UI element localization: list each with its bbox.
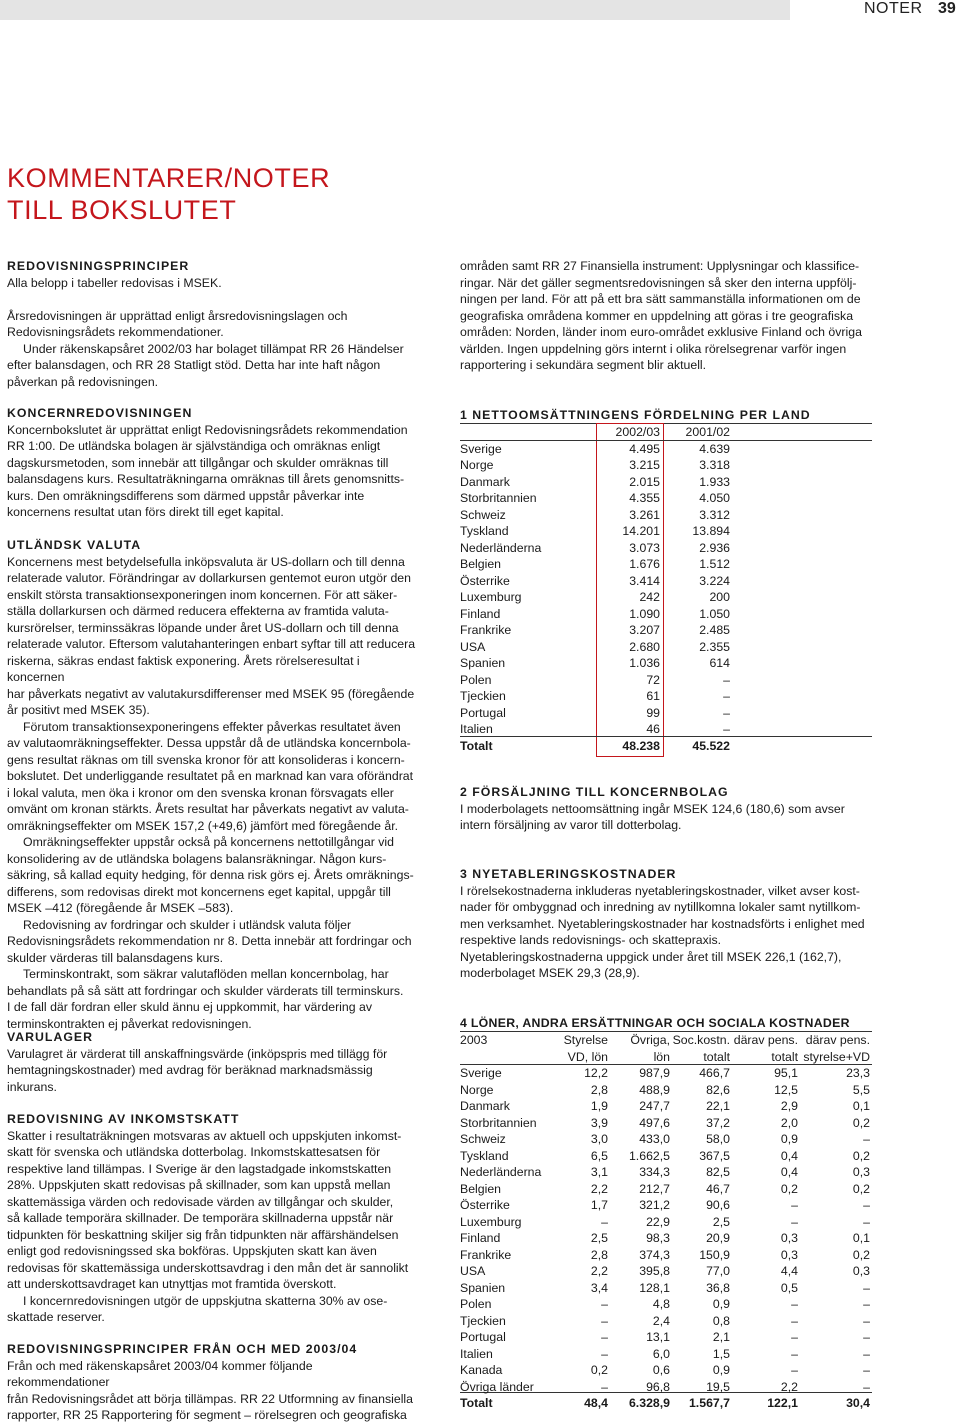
table-cell: 22,9 [646, 1214, 670, 1229]
table-cell: 20,9 [706, 1231, 730, 1245]
table-cell: 0,3 [852, 1165, 870, 1179]
table-cell: 0,6 [652, 1363, 670, 1377]
table-row [460, 1082, 870, 1099]
table-cell: USA [460, 639, 486, 654]
table-row [460, 1098, 870, 1115]
table-cell: Schweiz [460, 1132, 506, 1146]
table-cell: 4,8 [652, 1297, 670, 1311]
table-cell: – [863, 1330, 870, 1344]
table-cell: VD, lön [567, 1049, 608, 1064]
note-heading: 4 LÖNER, ANDRA ERSÄTTNINGAR OCH SOCIALA KOSTNADER [460, 1016, 850, 1030]
table-cell: 128,1 [639, 1280, 670, 1295]
table-cell: 466,7 [699, 1066, 730, 1080]
table-cell: 3.207 [629, 623, 660, 637]
table-cell: totalt [771, 1049, 798, 1064]
table-cell: Övriga länder [460, 1379, 534, 1394]
table-cell: 46,7 [706, 1181, 730, 1196]
table-row [460, 606, 872, 623]
table-cell: Finland [460, 1231, 501, 1245]
table-cell: 987,9 [639, 1066, 670, 1080]
table-cell: 46 [646, 722, 660, 736]
note-heading: 1 NETTOOMSÄTTNINGENS FÖRDELNING PER LAND [460, 408, 811, 422]
table-cell: 0,1 [852, 1099, 870, 1113]
table-cell: 2.015 [629, 474, 660, 489]
paragraph: Varulagret är värderat till anskaffningsvärde (inköpspris med tillägg för hemtagningskostnader) med avdrag för beräknad marknadsmässig inkurans. [7, 1046, 388, 1094]
table-cell: 4.639 [699, 441, 730, 456]
table-cell: 0,2 [852, 1148, 870, 1163]
table-cell: Storbritannien [460, 1115, 537, 1130]
table-cell: Spanien [460, 656, 506, 670]
paragraph: Omräkningseffekter uppstår också på koncernens nettotillgångar vid konsolidering av de utländska bolagens balansräkningar. Någon kurs- säkring, så kallad equity hedging, för denna risk görs ej. Årets omräknings- differens, som redovisas direkt mot koncernens eget kapital, uppgår till MSEK –412 (föregående år MSEK –583). [7, 835, 414, 915]
table-cell: 12,5 [774, 1082, 798, 1097]
table-cell: 0,8 [712, 1313, 730, 1328]
table-total-row [460, 738, 872, 755]
table-row [460, 639, 872, 656]
paragraph: Koncernbokslutet är upprättat enligt Redovisningsrådets rekommendation RR 1:00. De utländska bolagen är självständiga och omräknas enligt dagskursmetoden, som innebär att tillgångar och skulder omräknas till balansdagens kurs. Resultaträkningarna omräknas till årets genomsnitts- kurs. Den omräkningsdifferens som därmed uppstår påverkar inte koncernens resultat utan förs direkt till eget kapital. [7, 422, 408, 519]
table-cell: Storbritannien [460, 491, 537, 505]
table-cell: 0,2 [852, 1181, 870, 1196]
table-cell: – [601, 1379, 608, 1394]
table-cell: 36,8 [706, 1280, 730, 1295]
table-cell: 3,1 [590, 1165, 608, 1179]
table-cell: 30,4 [846, 1396, 870, 1410]
table-cell: 14.201 [622, 524, 660, 538]
table-cell: 3,4 [590, 1280, 608, 1295]
table-cell: Sverige [460, 1066, 502, 1080]
section-heading: REDOVISNING AV INKOMSTSKATT [7, 1112, 240, 1126]
table-cell: 1.676 [629, 557, 660, 571]
table-cell: 247,7 [639, 1099, 670, 1113]
table-cell: 22,1 [706, 1099, 730, 1113]
table-cell: – [791, 1346, 798, 1361]
paragraph: I rörelsekostnaderna inkluderas nyetableringskostnader, vilket avser kost- nader för ombyggnad och inredning av nytillkomna lokaler samt nytillkom- men verksamhet. Nyetableringskostnader har kostnadsförts i enlighet med respektive lands redovisnings- och skattepraxis. [460, 883, 865, 947]
table-cell: Italien [460, 1346, 493, 1361]
table-cell: 212,7 [639, 1181, 670, 1196]
table-cell: Sverige [460, 441, 502, 456]
table-row [460, 1296, 870, 1313]
table-row [460, 1379, 870, 1396]
paragraph: Förutom transaktionsexponeringens effekter påverkas resultatet även av valutaomräkningseffekter. Dessa uppstår då de utländska koncernbola- gens resultat räknas om till svenska kronor för att konsolideras i koncern- bokslutet. Det underliggande resultatet på en marknad kan vara oförändrat i lokal valuta, men öka i kronor om den svenska kronan försvagats eller omvänt om kronan stärkts. Årets resultat har påverkats negativt av valuta- omräkningseffekter om MSEK 157,2 (+49,6) jämfört med föregående år. [7, 719, 414, 833]
section-heading: REDOVISNINGSPRINCIPER FRÅN OCH MED 2003/04 [7, 1342, 358, 1356]
table-cell: Frankrike [460, 1247, 512, 1262]
table-cell: 48.238 [622, 738, 660, 753]
table-cell: Tyskland [460, 1148, 509, 1163]
table-cell: 2,2 [590, 1264, 608, 1278]
table-cell: 1.933 [699, 474, 730, 489]
table-cell: 200 [709, 590, 730, 604]
table-row [460, 556, 872, 573]
table-cell: 242 [639, 590, 660, 604]
table-cell: – [601, 1297, 608, 1311]
table-cell: 61 [646, 689, 660, 703]
table-cell: Tjeckien [460, 1313, 506, 1328]
paragraph: I koncernredovisningen utgör de uppskjutna skatterna 30% av ose- skattade reserver. [7, 1293, 388, 1324]
table-cell: – [723, 672, 730, 687]
section-utlandsk-valuta [7, 537, 417, 1032]
table-cell: Norge [460, 1082, 494, 1097]
table-loner [460, 1032, 870, 1412]
table-row [460, 441, 872, 458]
table-cell: 122,1 [767, 1396, 798, 1410]
table-cell: 2.485 [699, 623, 730, 637]
table-cell: – [601, 1214, 608, 1229]
table-cell: Övriga, [630, 1033, 670, 1047]
table-cell: 3.414 [629, 573, 660, 588]
note-heading: 3 NYETABLERINGSKOSTNADER [460, 867, 677, 881]
table-row [460, 1131, 870, 1148]
table-cell: – [863, 1313, 870, 1328]
section-continuation [460, 258, 880, 374]
table-row [460, 1280, 870, 1297]
table-cell: 150,9 [699, 1247, 730, 1262]
table-cell: 2.936 [699, 540, 730, 555]
table-cell: Polen [460, 672, 492, 687]
section-varulager [7, 1029, 417, 1095]
table-cell: 48,4 [584, 1396, 608, 1410]
table-cell: – [863, 1346, 870, 1361]
table-cell: – [791, 1297, 798, 1311]
table-cell: Tyskland [460, 524, 509, 538]
table-cell: 1.512 [699, 557, 730, 571]
table-row [460, 1115, 870, 1132]
table-cell: 2,9 [780, 1099, 798, 1113]
table-cell: 0,2 [852, 1115, 870, 1130]
table-cell: 367,5 [699, 1148, 730, 1163]
section-redovisningsprinciper [7, 258, 417, 390]
table-cell: 2,8 [590, 1082, 608, 1097]
table-cell: 3.312 [699, 507, 730, 522]
column-header: 2001/02 [685, 425, 730, 439]
paragraph: Årsredovisningen är upprättad enligt årsredovisningslagen och Redovisningsrådets rekommendationer. [7, 308, 348, 339]
table-cell: Luxemburg [460, 590, 522, 604]
table-cell: 2.680 [629, 639, 660, 654]
table-cell: 1.567,7 [688, 1396, 730, 1410]
section-inkomstskatt [7, 1111, 417, 1326]
table-cell: 1,9 [590, 1099, 608, 1113]
table-cell: 2,1 [712, 1330, 730, 1344]
table-cell: USA [460, 1264, 486, 1278]
table-row [460, 1247, 870, 1264]
table-row [460, 1362, 870, 1379]
paragraph: Koncernens mest betydelsefulla inköpsvaluta är US-dollarn och till denna relaterade valutor. Förändringar av dollarkursen gentemot euron utgör den enskilt största transaktionsexponeringen inom koncernen. För att säker- ställa dollarkursen och därmed reducera effekterna av framtida valuta- kursrörelser, terminssäkras löpande under året US-dollarn och till denna relaterade valutor. Eftersom valutahanteringen enbart syftar till att reducera riskerna, säkras endast faktisk exponering. Årets rörelseresultat i koncernen har påverkats negativt av valutakursdifferenser med MSEK 95 (föregående år positivt med MSEK 35). [7, 554, 416, 717]
table-cell: 5,5 [852, 1082, 870, 1097]
paragraph: I moderbolagets nettoomsättning ingår MSEK 124,6 (180,6) som avser intern försäljning av varor till dotterbolag. [460, 801, 845, 832]
table-cell: 321,2 [639, 1198, 670, 1212]
table-cell: – [791, 1330, 798, 1344]
section-heading: VARULAGER [7, 1030, 93, 1044]
table-header-row [460, 1049, 870, 1066]
table-cell: 3.224 [699, 573, 730, 588]
table-cell: – [723, 689, 730, 703]
table-cell: 395,8 [639, 1264, 670, 1278]
table-cell: 2,8 [590, 1247, 608, 1262]
table-header-row [460, 424, 872, 441]
table-cell: – [863, 1132, 870, 1146]
section-heading: REDOVISNINGSPRINCIPER [7, 259, 190, 273]
table-cell: Nederländerna [460, 1165, 542, 1179]
paragraph: Redovisning av fordringar och skulder i utländsk valuta följer Redovisningsrådets rekommendation nr 8. Detta innebär att fordringar och skulder värderas till balansdagens kurs. [7, 917, 412, 965]
table-cell: Schweiz [460, 507, 506, 522]
table-row [460, 622, 872, 639]
table-cell: Belgien [460, 557, 502, 571]
table-row [460, 507, 872, 524]
table-cell: 0,9 [712, 1297, 730, 1311]
paragraph: Skatter i resultaträkningen motsvaras av aktuell och uppskjuten inkomst- skatt för svenska och utländska dotterbolag. Inkomstskattesatsen för respektive land tillämpas. I Sverige är den lagstadgade inkomstskatten 28%. Uppskjuten skatt redovisas på skillnader, som kan uppstå mellan skattemässiga värden och redovisade värden av tillgångar och skulder, så kallade temporära skillnader. De temporära skillnaderna uppstår när tidpunkten för beskattning skiljer sig från tidpunkten när affärshändelsen enligt god redovisningssed ska bokföras. Uppskjuten skatt kan även redovisas för skattemässiga underskottsavdrag i den mån det är sannolikt att underskottsavdraget kan utnyttjas mot framtida överskott. [7, 1128, 409, 1291]
table-cell: 3.215 [629, 458, 660, 472]
table-row [460, 1230, 870, 1247]
table-header-row [460, 1032, 870, 1049]
table-cell: Portugal [460, 705, 506, 720]
table-row [460, 457, 872, 474]
paragraph: Nyetableringskostnaderna uppgick under året till MSEK 226,1 (162,7), moderbolaget MSEK 29,3 (28,9). [460, 949, 842, 980]
table-cell: Tjeckien [460, 689, 506, 703]
table-cell: 2.355 [699, 639, 730, 654]
table-nettoomsattning [460, 424, 872, 754]
table-cell: 2,0 [780, 1115, 798, 1130]
table-cell: 488,9 [639, 1082, 670, 1097]
table-cell: 13.894 [692, 524, 730, 538]
table-cell: 90,6 [706, 1198, 730, 1212]
table-row [460, 672, 872, 689]
table-cell: Totalt [460, 1396, 493, 1410]
table-cell: Polen [460, 1297, 492, 1311]
table-cell: styrelse+VD [803, 1049, 870, 1064]
note-1 [460, 407, 880, 424]
table-row [460, 1065, 870, 1082]
table-cell: – [791, 1313, 798, 1328]
table-cell: Österrike [460, 1198, 510, 1212]
table-cell: 3.261 [629, 507, 660, 522]
table-row [460, 688, 872, 705]
table-cell: 6,5 [590, 1148, 608, 1163]
table-row [460, 1263, 870, 1280]
table-cell: Österrike [460, 573, 510, 588]
table-cell: 13,1 [646, 1330, 670, 1344]
table-cell: 2003 [460, 1033, 488, 1047]
table-cell: 45.522 [692, 738, 730, 753]
table-row [460, 655, 872, 672]
table-cell: – [863, 1363, 870, 1377]
table-row [460, 490, 872, 507]
table-cell: 1.662,5 [628, 1148, 670, 1163]
table-cell: 96,8 [646, 1379, 670, 1394]
table-cell: 77,0 [706, 1264, 730, 1278]
table-row [460, 589, 872, 606]
table-cell: – [863, 1214, 870, 1229]
table-cell: 0,2 [590, 1363, 608, 1377]
table-cell: – [863, 1198, 870, 1212]
table-cell: – [601, 1330, 608, 1344]
table-cell: 0,4 [780, 1148, 798, 1163]
table-cell: 1.036 [629, 656, 660, 670]
table-cell: Luxemburg [460, 1214, 522, 1229]
table-cell: 2,2 [780, 1379, 798, 1394]
table-cell: 19,5 [706, 1379, 730, 1394]
table-cell: Italien [460, 722, 493, 736]
table-cell: 374,3 [639, 1247, 670, 1262]
table-cell: lön [653, 1049, 670, 1064]
page-title-line1: KOMMENTARER/NOTER [7, 163, 331, 193]
paragraph: områden samt RR 27 Finansiella instrument: Upplysningar och klassifice- ringar. När det gäller segmentsredovisningen så sker den interna uppfölj- ningen per land. För att på ett bra sätt sammanställa informationen om de geografiska områdena kommer en uppdelning att göras i tre geografiska områden: Norden, länder inom euro-området exklusive Finland och övriga världen. Ingen uppdelning görs internt i olika rörelsegrenar varför ingen rapportering i sekundära segment blir aktuell. [460, 259, 862, 372]
table-cell: 37,2 [706, 1115, 730, 1130]
table-cell: 2,2 [590, 1181, 608, 1196]
column-header: 2002/03 [615, 425, 660, 439]
table-row [460, 1214, 870, 1231]
table-cell: Kanada [460, 1363, 503, 1377]
running-header-label: NOTER [864, 0, 923, 17]
table-cell: 614 [709, 656, 730, 670]
table-row [460, 1164, 870, 1181]
table-cell: Portugal [460, 1330, 506, 1344]
table-cell: 23,3 [846, 1066, 870, 1080]
table-cell: – [791, 1363, 798, 1377]
table-cell: 6.328,9 [628, 1396, 670, 1410]
section-redovisningsprinciper-2003 [7, 1341, 417, 1424]
table-cell: 99 [646, 705, 660, 720]
section-heading: UTLÄNDSK VALUTA [7, 538, 142, 552]
table-row [460, 523, 872, 540]
note-2 [460, 784, 880, 834]
table-cell: 0,3 [780, 1231, 798, 1245]
table-row [460, 705, 872, 722]
table-cell: 3,0 [590, 1132, 608, 1146]
table-cell: Styrelse [563, 1033, 608, 1047]
table-cell: 2,4 [652, 1313, 670, 1328]
table-cell: därav pens. [805, 1033, 870, 1047]
table-cell: därav pens. [733, 1033, 798, 1047]
table-row [460, 1346, 870, 1363]
section-koncernredovisningen [7, 405, 417, 521]
table-cell: – [723, 722, 730, 736]
table-cell: 3.073 [629, 540, 660, 555]
table-cell: Danmark [460, 474, 510, 489]
table-cell: 82,5 [706, 1165, 730, 1179]
table-cell: 4,4 [780, 1264, 798, 1278]
table-cell: 0,3 [852, 1264, 870, 1278]
table-cell: Nederländerna [460, 540, 542, 555]
section-heading: KONCERNREDOVISNINGEN [7, 406, 193, 420]
table-row [460, 1197, 870, 1214]
table-cell: 0,4 [780, 1165, 798, 1179]
table-cell: 433,0 [639, 1132, 670, 1146]
page-title-line2: TILL BOKSLUTET [7, 195, 237, 225]
table-cell: Norge [460, 458, 494, 472]
table-cell: 6,0 [652, 1346, 670, 1361]
table-cell: 497,6 [639, 1115, 670, 1130]
table-cell: totalt [703, 1049, 730, 1064]
table-cell: 2,5 [590, 1231, 608, 1245]
table-cell: 72 [646, 672, 660, 687]
table-cell: 0,9 [712, 1363, 730, 1377]
table-row [460, 1329, 870, 1346]
table-cell: Soc.kostn. [672, 1033, 730, 1047]
table-cell: 4.050 [699, 491, 730, 505]
table-row [460, 1148, 870, 1165]
table-cell: 0,5 [780, 1280, 798, 1295]
table-row [460, 721, 872, 738]
table-cell: 0,2 [780, 1181, 798, 1196]
table-cell: 58,0 [706, 1132, 730, 1146]
table-cell: – [863, 1280, 870, 1295]
table-cell: 0,2 [852, 1247, 870, 1262]
table-cell: Finland [460, 606, 501, 621]
paragraph: Under räkenskapsåret 2002/03 har bolaget tillämpat RR 26 Händelser efter balansdagen, och RR 28 Statligt stöd. Detta har inte haft någon påverkan på redovisningen. [7, 341, 404, 389]
table-cell: 1,5 [712, 1346, 730, 1361]
table-cell: – [791, 1214, 798, 1229]
table-cell: – [723, 705, 730, 720]
paragraph: Terminskontrakt, som säkrar valutaflöden mellan koncernbolag, har behandlats på så sätt att fordringar och skulder värderats till terminskurs. I de fall där fordran eller skuld ännu ej uppkommit, har värdering av terminskontrakten ej påverkat redovisningen. [7, 967, 404, 1031]
table-row [460, 474, 872, 491]
table-cell: 98,3 [646, 1231, 670, 1245]
table-cell: 334,3 [639, 1165, 670, 1179]
table-row [460, 540, 872, 557]
table-cell: 95,1 [774, 1066, 798, 1080]
table-cell: – [863, 1297, 870, 1311]
table-cell: 3,9 [590, 1115, 608, 1130]
table-cell: 12,2 [584, 1066, 608, 1080]
table-cell: 4.355 [629, 491, 660, 505]
table-cell: 1.050 [699, 606, 730, 621]
table-cell: Belgien [460, 1181, 502, 1196]
paragraph: Från och med räkenskapsåret 2003/04 kommer följande rekommendationer från Redovisningsrådet att börja tillämpas. RR 22 Utformning av finansiella rapporter, RR 25 Rapportering för segment – rörelsegren och geografiska [7, 1358, 413, 1422]
note-3 [460, 866, 880, 982]
table-cell: Spanien [460, 1280, 506, 1295]
page-number: 39 [938, 0, 956, 17]
table-total-row [460, 1395, 870, 1412]
table-cell: – [601, 1346, 608, 1361]
paragraph: Alla belopp i tabeller redovisas i MSEK. [7, 275, 222, 290]
table-cell: – [601, 1313, 608, 1328]
table-row [460, 1181, 870, 1198]
table-cell: 1,7 [590, 1198, 608, 1212]
table-row [460, 1313, 870, 1330]
table-cell: 3.318 [699, 458, 730, 472]
note-4 [460, 1015, 880, 1032]
table-cell: – [791, 1198, 798, 1212]
table-row [460, 573, 872, 590]
table-cell: – [863, 1379, 870, 1394]
table-cell: Totalt [460, 738, 493, 753]
table-cell: Frankrike [460, 623, 512, 637]
table-cell [460, 1049, 550, 1066]
table-cell: Danmark [460, 1099, 510, 1113]
table-cell: 0,3 [780, 1247, 798, 1262]
table-cell: 0,1 [852, 1231, 870, 1245]
page-title [7, 162, 330, 226]
table-cell: 2,5 [712, 1214, 730, 1229]
table-cell: 4.495 [629, 441, 660, 456]
table-cell: 1.090 [629, 606, 660, 621]
note-heading: 2 FÖRSÄLJNING TILL KONCERNBOLAG [460, 785, 729, 799]
table-cell: 0,9 [780, 1132, 798, 1146]
table-cell: 82,6 [706, 1082, 730, 1097]
